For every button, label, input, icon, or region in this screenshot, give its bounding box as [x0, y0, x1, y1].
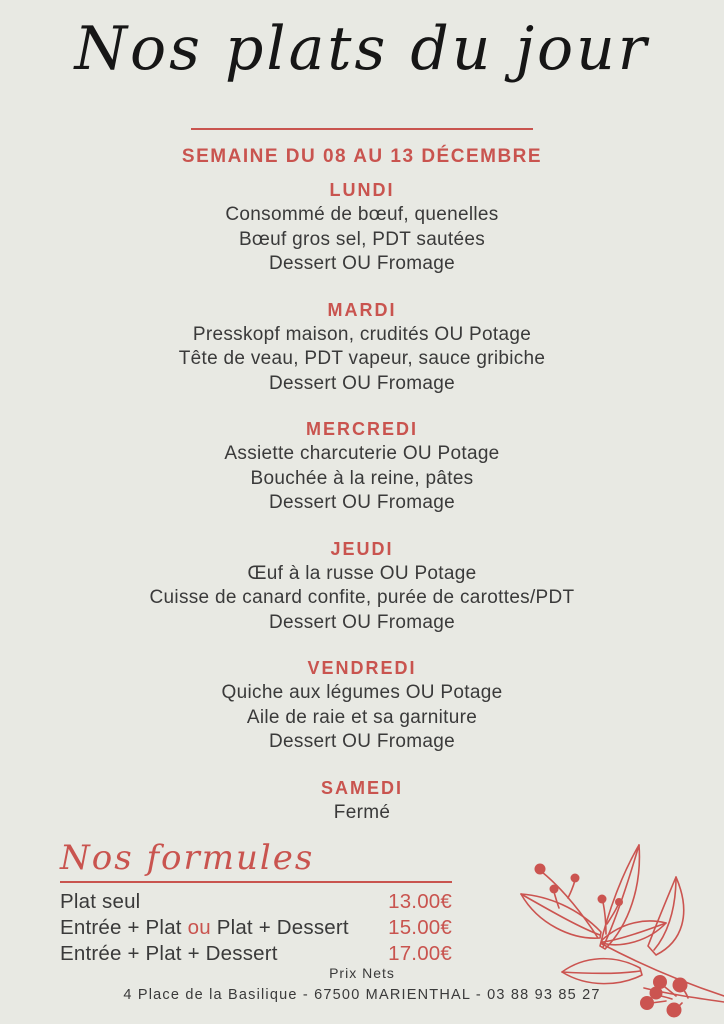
dish-line: Presskopf maison, crudités OU Potage [192, 323, 532, 345]
formule-price: 15.00€ [388, 916, 452, 939]
formule-row [60, 915, 452, 941]
dish-line: Dessert OU Fromage [269, 611, 455, 633]
formule-label: Entrée + Plat ou Plat + Dessert [60, 916, 349, 939]
menu-days [0, 177, 724, 845]
day-name: MARDI [327, 299, 397, 320]
week-header: SEMAINE DU 08 AU 13 DÉCEMBRE [181, 146, 543, 167]
dish-line: Dessert OU Fromage [269, 372, 455, 394]
formule-price: 17.00€ [388, 942, 452, 965]
day-name: LUNDI [329, 180, 395, 200]
day-section-vendredi [0, 655, 724, 755]
dish-line: Cuisse de canard confite, purée de carottes/PDT [149, 587, 575, 608]
dish-line: Bœuf gros sel, PDT sautées [238, 228, 486, 250]
day-name: SAMEDI [320, 777, 403, 798]
title-divider [191, 128, 533, 130]
day-section-mercredi [0, 416, 724, 516]
formules-divider [60, 881, 452, 883]
dish-line: Assiette charcuterie OU Potage [224, 443, 500, 464]
formules-section [60, 838, 452, 967]
dish-line: Quiche aux légumes OU Potage [221, 682, 503, 703]
formule-price: 13.00€ [388, 890, 452, 913]
dish-line: Dessert OU Fromage [269, 492, 455, 513]
dish-line: Bouchée à la reine, pâtes [250, 467, 474, 489]
dish-line: Dessert OU Fromage [269, 731, 455, 752]
dish-line: Tête de veau, PDT vapeur, sauce gribiche [178, 348, 546, 369]
dish-line: Fermé [333, 801, 391, 823]
day-name: VENDREDI [307, 658, 417, 678]
dish-line: Aile de raie et sa garniture [246, 706, 478, 728]
page-title: Nos plats du jour [74, 14, 650, 84]
footer-note: Prix Nets [329, 965, 395, 981]
day-section-lundi [0, 177, 724, 277]
day-name: JEUDI [330, 538, 394, 559]
day-section-jeudi [0, 536, 724, 636]
formule-label: Entrée + Plat + Dessert [60, 942, 278, 965]
dish-line: Dessert OU Fromage [269, 253, 455, 274]
formule-label: Plat seul [60, 890, 141, 913]
formules-title: Nos formules [60, 838, 315, 878]
dish-line: Œuf à la russe OU Potage [247, 562, 477, 584]
day-section-mardi [0, 297, 724, 397]
formule-row [60, 889, 452, 915]
footer-address: 4 Place de la Basilique - 67500 MARIENTHAL - 03 88 93 85 27 [123, 987, 601, 1003]
berries-and-leaves-icon [496, 828, 724, 1024]
dish-line: Consommé de bœuf, quenelles [225, 204, 499, 225]
day-section-samedi [0, 775, 724, 826]
day-name: MERCREDI [305, 419, 418, 439]
